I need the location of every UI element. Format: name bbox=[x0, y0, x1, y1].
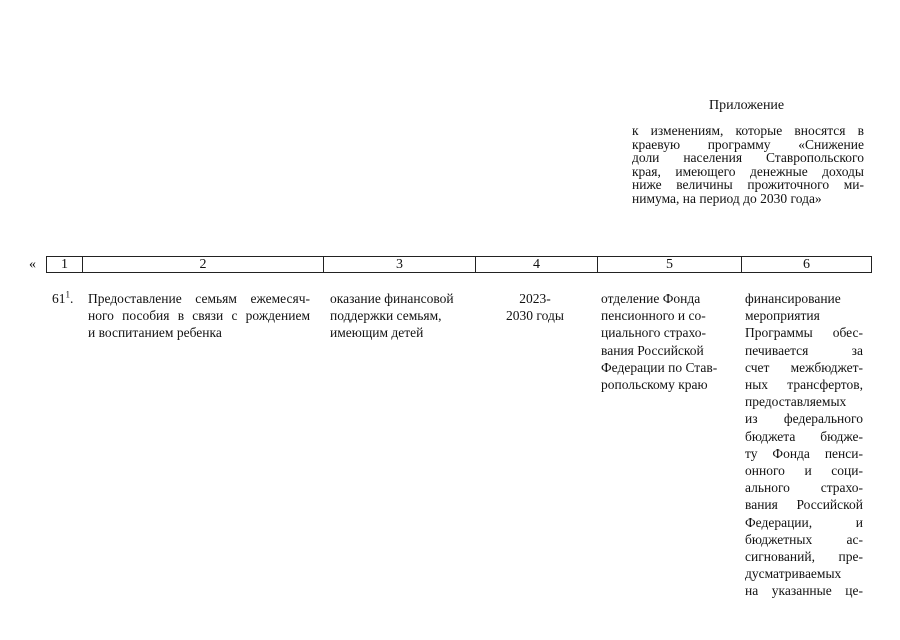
financing-line: предоставляемых bbox=[745, 394, 847, 410]
row-number-value: 61 bbox=[52, 291, 66, 306]
header-cell-1: 1 bbox=[47, 257, 83, 273]
financing-line: счет межбюджет- bbox=[745, 359, 863, 375]
header-cell-6: 6 bbox=[742, 257, 872, 273]
financing-line: Программы обес- bbox=[745, 325, 863, 341]
appendix-subtitle-line: края, имеющего денежные доходы bbox=[632, 163, 864, 179]
measure-description-line: имеющим детей bbox=[330, 325, 424, 341]
header-cell-4: 4 bbox=[476, 257, 598, 273]
header-cell-5: 5 bbox=[598, 257, 742, 273]
responsible-line: вания Российской bbox=[601, 342, 704, 358]
responsible-cell bbox=[601, 290, 735, 393]
appendix-title: Приложение bbox=[709, 98, 785, 113]
period-line: 2023- bbox=[519, 291, 551, 306]
financing-line: на указанные це- bbox=[745, 583, 863, 599]
financing-line: печивается за bbox=[745, 342, 863, 358]
financing-line: мероприятия bbox=[745, 308, 820, 324]
financing-line: ту Фонда пенси- bbox=[745, 445, 863, 461]
period-line: 2030 годы bbox=[506, 308, 564, 324]
financing-line: онного и соци- bbox=[745, 463, 863, 479]
header-cell-2: 2 bbox=[83, 257, 324, 273]
appendix-subtitle-line: краевую программу «Снижение bbox=[632, 136, 864, 152]
financing-line: Федерации, и bbox=[745, 514, 863, 530]
measure-name-line: и воспитанием ребенка bbox=[88, 325, 222, 341]
appendix-subtitle-line: к изменениям, которые вносятся в bbox=[632, 123, 864, 138]
financing-cell bbox=[745, 290, 863, 600]
appendix-subtitle bbox=[632, 124, 864, 205]
measure-name-cell bbox=[88, 290, 310, 342]
measure-description-line: поддержки семьям, bbox=[330, 308, 442, 324]
financing-line: из федерального bbox=[745, 411, 863, 427]
appendix-subtitle-line: доли населения Ставропольского bbox=[632, 150, 864, 165]
financing-line: вания Российской bbox=[745, 497, 863, 513]
financing-line: финансирование bbox=[745, 291, 841, 306]
financing-line: дусматриваемых bbox=[745, 566, 842, 582]
header-row bbox=[47, 257, 872, 273]
financing-line: ального страхо- bbox=[745, 480, 863, 496]
financing-line: бюджетных ас- bbox=[745, 531, 863, 547]
header-cell-3: 3 bbox=[324, 257, 476, 273]
measure-name-line: ного пособия в связи с рождением bbox=[88, 308, 310, 324]
responsible-line: циального страхо- bbox=[601, 325, 707, 341]
responsible-line: Федерации по Став- bbox=[601, 359, 718, 375]
row-number-superscript: 1 bbox=[65, 289, 70, 300]
period-cell bbox=[493, 290, 577, 324]
appendix-subtitle-line: ниже величины прожиточного ми- bbox=[632, 177, 864, 192]
row-number-suffix: . bbox=[70, 291, 74, 306]
responsible-line: отделение Фонда bbox=[601, 291, 701, 306]
column-number-header bbox=[46, 256, 872, 273]
measure-description-cell bbox=[330, 290, 470, 342]
row-number bbox=[52, 290, 73, 307]
responsible-line: ропольскому краю bbox=[601, 377, 708, 393]
financing-line: сигнований, пре- bbox=[745, 549, 863, 565]
measure-name-line: Предоставление семьям ежемесяч- bbox=[88, 291, 310, 306]
responsible-line: пенсионного и со- bbox=[601, 308, 706, 324]
financing-line: бюджета бюдже- bbox=[745, 428, 863, 444]
appendix-subtitle-line: нимума, на период до 2030 года» bbox=[632, 190, 822, 206]
opening-quote-mark: « bbox=[29, 257, 36, 272]
measure-description-line: оказание финансовой bbox=[330, 291, 454, 306]
financing-line: ных трансфертов, bbox=[745, 377, 863, 393]
